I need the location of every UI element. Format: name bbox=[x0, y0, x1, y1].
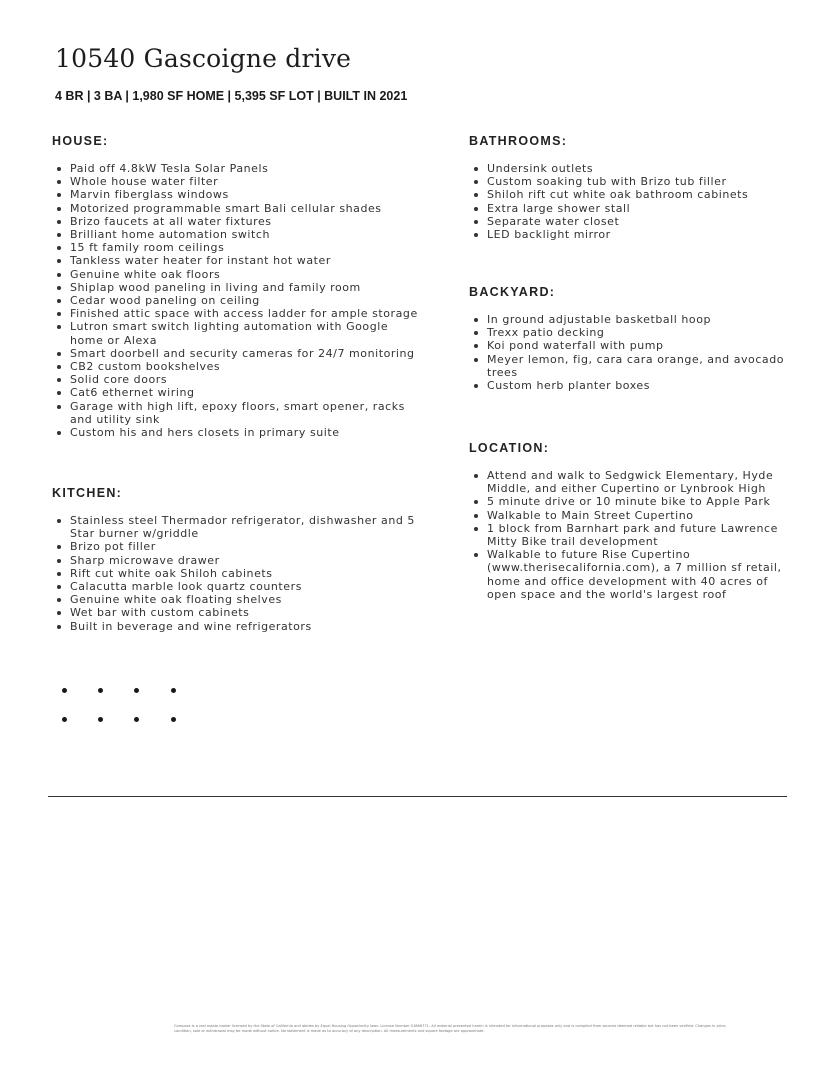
backyard-section bbox=[469, 285, 799, 392]
location-list bbox=[469, 469, 799, 601]
list-item: Solid core doors bbox=[52, 373, 422, 386]
list-item: Wet bar with custom cabinets bbox=[52, 606, 422, 619]
legal-disclaimer: Compass is a real estate broker licensed by the State of California and abides by Equal Housing Opportunity laws. License Number 01866771. All material presented herein is intended for informational purposes only and is compiled from sources deemed reliable but has not been verified. Changes in price, condition, sale or withdrawal may be made without notice. No statement is made as to accuracy of any description. All measurements and square footage are approximate. bbox=[174, 1024, 727, 1033]
horizontal-divider bbox=[48, 796, 787, 797]
list-item: Genuine white oak floating shelves bbox=[52, 593, 422, 606]
list-item: Separate water closet bbox=[469, 215, 799, 228]
list-item: Genuine white oak floors bbox=[52, 268, 422, 281]
list-item: LED backlight mirror bbox=[469, 228, 799, 241]
decorative-dot bbox=[98, 688, 103, 693]
list-item: Stainless steel Thermador refrigerator, dishwasher and 5 Star burner w/griddle bbox=[52, 514, 422, 540]
decorative-dot bbox=[62, 688, 67, 693]
list-item: Custom his and hers closets in primary suite bbox=[52, 426, 422, 439]
list-item: Cat6 ethernet wiring bbox=[52, 386, 422, 399]
kitchen-list bbox=[52, 514, 422, 633]
list-item: Finished attic space with access ladder for ample storage bbox=[52, 307, 422, 320]
list-item: Attend and walk to Sedgwick Elementary, Hyde Middle, and either Cupertino or Lynbrook High bbox=[469, 469, 799, 495]
list-item: Marvin fiberglass windows bbox=[52, 188, 422, 201]
list-item: Whole house water filter bbox=[52, 175, 422, 188]
list-item: Extra large shower stall bbox=[469, 202, 799, 215]
list-item: CB2 custom bookshelves bbox=[52, 360, 422, 373]
list-item: Calacutta marble look quartz counters bbox=[52, 580, 422, 593]
bathrooms-section bbox=[469, 134, 799, 241]
location-heading: LOCATION: bbox=[469, 441, 550, 455]
house-list bbox=[52, 162, 422, 439]
bathrooms-list bbox=[469, 162, 799, 241]
list-item: Meyer lemon, fig, cara cara orange, and avocado trees bbox=[469, 353, 799, 379]
list-item: Cedar wood paneling on ceiling bbox=[52, 294, 422, 307]
list-item: Paid off 4.8kW Tesla Solar Panels bbox=[52, 162, 422, 175]
house-heading: HOUSE: bbox=[52, 134, 109, 148]
backyard-heading: BACKYARD: bbox=[469, 285, 556, 299]
decorative-dot bbox=[134, 717, 139, 722]
house-section bbox=[52, 134, 422, 439]
decorative-dot bbox=[171, 688, 176, 693]
list-item: Brizo faucets at all water fixtures bbox=[52, 215, 422, 228]
list-item: 5 minute drive or 10 minute bike to Apple Park bbox=[469, 495, 799, 508]
list-item: Trexx patio decking bbox=[469, 326, 799, 339]
list-item: In ground adjustable basketball hoop bbox=[469, 313, 799, 326]
list-item: Garage with high lift, epoxy floors, smart opener, racks and utility sink bbox=[52, 400, 422, 426]
list-item: Lutron smart switch lighting automation with Google home or Alexa bbox=[52, 320, 422, 346]
list-item: Motorized programmable smart Bali cellular shades bbox=[52, 202, 422, 215]
decorative-dot bbox=[134, 688, 139, 693]
list-item: Walkable to Main Street Cupertino bbox=[469, 509, 799, 522]
list-item: Brilliant home automation switch bbox=[52, 228, 422, 241]
list-item: Tankless water heater for instant hot water bbox=[52, 254, 422, 267]
decorative-dot bbox=[98, 717, 103, 722]
decorative-dot bbox=[62, 717, 67, 722]
location-section bbox=[469, 441, 799, 601]
bathrooms-heading: BATHROOMS: bbox=[469, 134, 568, 148]
list-item: Walkable to future Rise Cupertino (www.therisecalifornia.com), a 7 million sf retail, home and office development with 40 acres of open space and the world's largest roof bbox=[469, 548, 799, 601]
list-item: Built in beverage and wine refrigerators bbox=[52, 620, 422, 633]
list-item: Undersink outlets bbox=[469, 162, 799, 175]
list-item: Custom herb planter boxes bbox=[469, 379, 799, 392]
list-item: Rift cut white oak Shiloh cabinets bbox=[52, 567, 422, 580]
list-item: Shiloh rift cut white oak bathroom cabinets bbox=[469, 188, 799, 201]
kitchen-heading: KITCHEN: bbox=[52, 486, 123, 500]
kitchen-section bbox=[52, 486, 422, 633]
list-item: Koi pond waterfall with pump bbox=[469, 339, 799, 352]
list-item: 15 ft family room ceilings bbox=[52, 241, 422, 254]
list-item: Custom soaking tub with Brizo tub filler bbox=[469, 175, 799, 188]
list-item: Smart doorbell and security cameras for 24/7 monitoring bbox=[52, 347, 422, 360]
property-summary: 4 BR | 3 BA | 1,980 SF HOME | 5,395 SF LOT | BUILT IN 2021 bbox=[55, 89, 408, 103]
list-item: 1 block from Barnhart park and future Lawrence Mitty Bike trail development bbox=[469, 522, 799, 548]
list-item: Sharp microwave drawer bbox=[52, 554, 422, 567]
page-title: 10540 Gascoigne drive bbox=[55, 44, 352, 73]
list-item: Shiplap wood paneling in living and family room bbox=[52, 281, 422, 294]
decorative-dot bbox=[171, 717, 176, 722]
list-item: Brizo pot filler bbox=[52, 540, 422, 553]
backyard-list bbox=[469, 313, 799, 392]
